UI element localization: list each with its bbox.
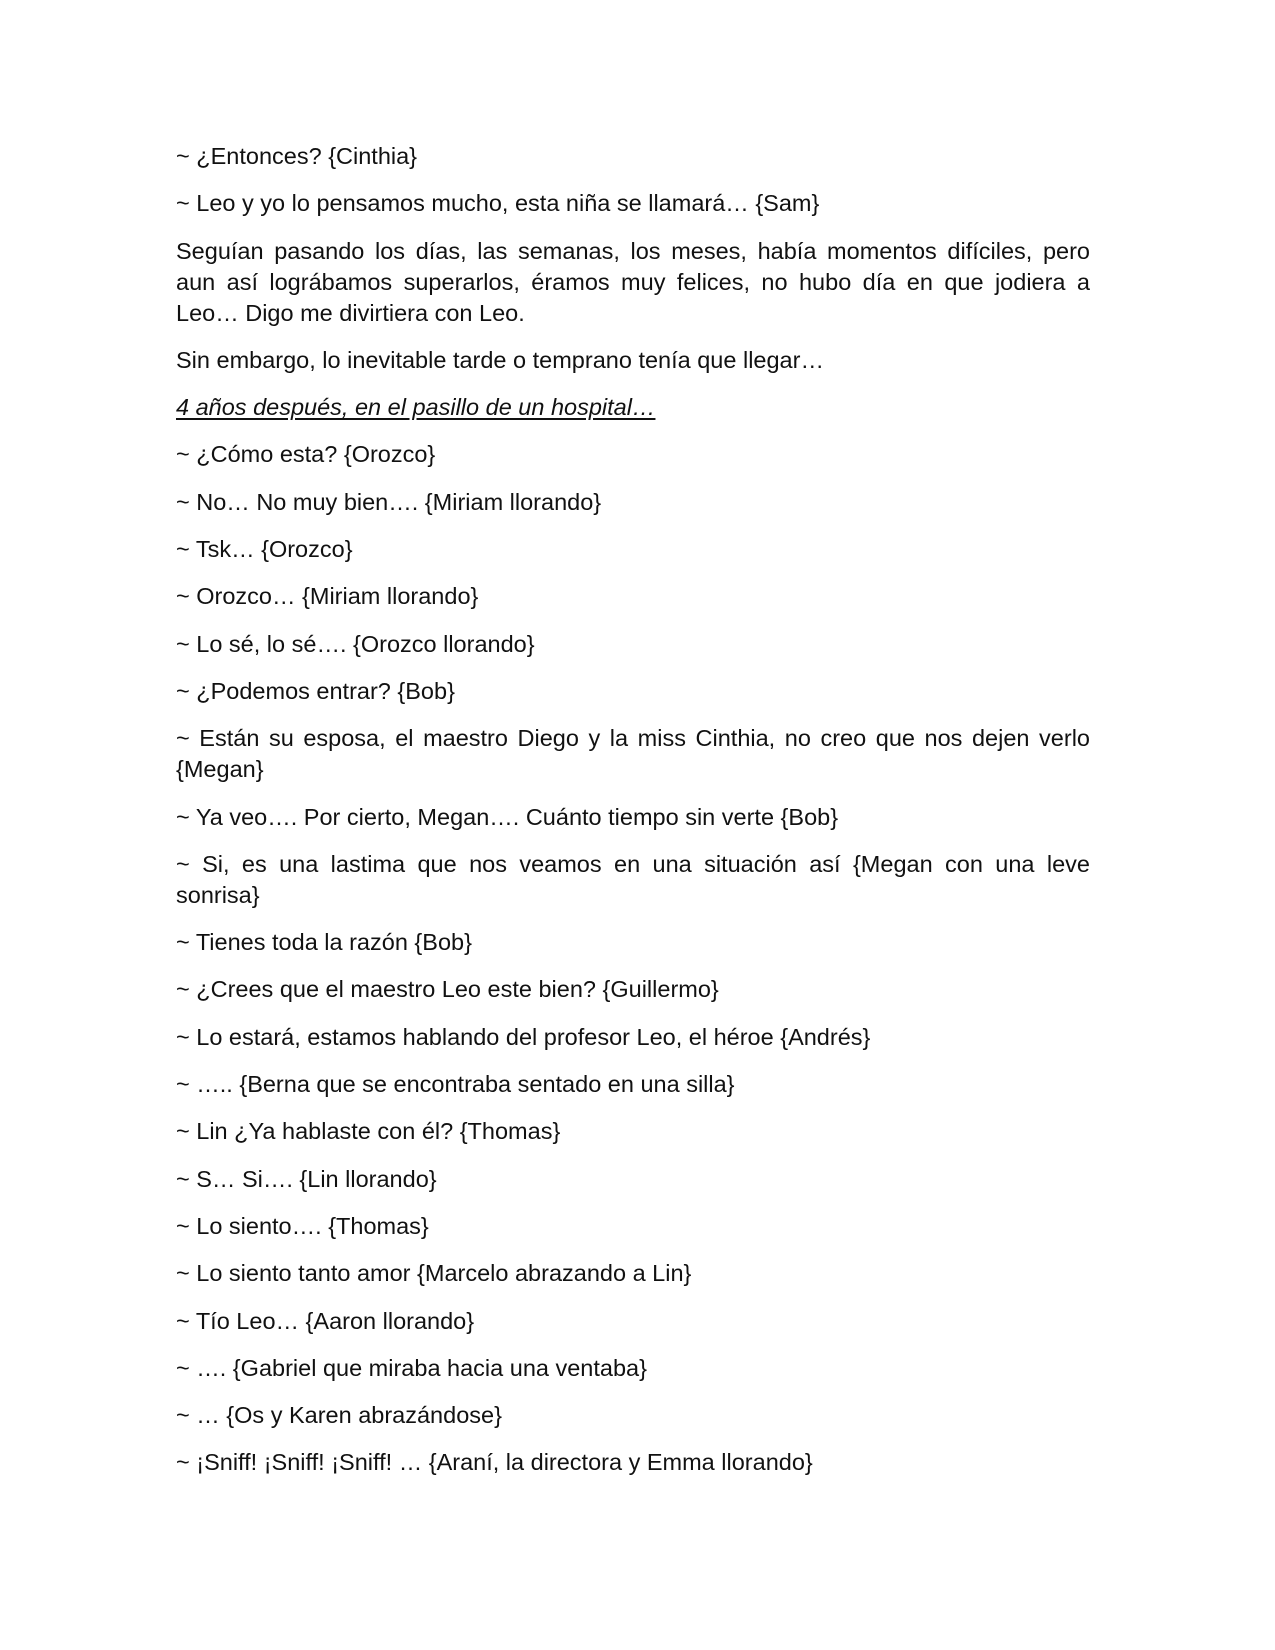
dialogue-line: ~ Si, es una lastima que nos veamos en una situación así {Megan con una leve sonrisa} — [176, 850, 1090, 908]
dialogue-line: ~ ¿Podemos entrar? {Bob} — [176, 677, 455, 704]
dialogue-line: ~ Lin ¿Ya hablaste con él? {Thomas} — [176, 1118, 561, 1145]
narration-paragraph: Seguían pasando los días, las semanas, los meses, había momentos difíciles, pero aun así lográbamos superarlos, éramos muy felices, no hubo día en que jodiera a Leo… Digo me divirtiera con Leo. — [176, 237, 1090, 326]
dialogue-line: ~ Lo sé, lo sé…. {Orozco llorando} — [176, 630, 535, 657]
dialogue-line: ~ Tsk… {Orozco} — [176, 536, 353, 563]
document-page — [176, 141, 1090, 1495]
dialogue-line: ~ Leo y yo lo pensamos mucho, esta niña se llamará… {Sam} — [176, 190, 820, 217]
dialogue-line: ~ ¿Crees que el maestro Leo este bien? {Guillermo} — [176, 976, 719, 1003]
dialogue-line: ~ ¿Cómo esta? {Orozco} — [176, 441, 436, 468]
dialogue-line: ~ Tío Leo… {Aaron llorando} — [176, 1307, 475, 1334]
dialogue-line: ~ No… No muy bien…. {Miriam llorando} — [176, 488, 602, 515]
dialogue-line: ~ ¿Entonces? {Cinthia} — [176, 143, 418, 169]
dialogue-line: ~ Orozco… {Miriam llorando} — [176, 583, 479, 610]
dialogue-line: ~ Lo siento…. {Thomas} — [176, 1212, 429, 1239]
dialogue-line: ~ Tienes toda la razón {Bob} — [176, 929, 472, 956]
dialogue-line: ~ Están su esposa, el maestro Diego y la miss Cinthia, no creo que nos dejen verlo {Megan} — [176, 725, 1090, 783]
scene-heading: 4 años después, en el pasillo de un hospital… — [176, 394, 656, 421]
dialogue-line: ~ Lo siento tanto amor {Marcelo abrazando a Lin} — [176, 1260, 692, 1287]
dialogue-line: ~ S… Si…. {Lin llorando} — [176, 1165, 437, 1192]
dialogue-line: ~ …. {Gabriel que miraba hacia una ventaba} — [176, 1354, 647, 1381]
dialogue-line: ~ … {Os y Karen abrazándose} — [176, 1402, 502, 1429]
narration-paragraph: Sin embargo, lo inevitable tarde o temprano tenía que llegar… — [176, 346, 824, 373]
dialogue-line: ~ Ya veo…. Por cierto, Megan…. Cuánto tiempo sin verte {Bob} — [176, 803, 839, 830]
dialogue-line: ~ Lo estará, estamos hablando del profesor Leo, el héroe {Andrés} — [176, 1023, 871, 1050]
dialogue-line: ~ ….. {Berna que se encontraba sentado en una silla} — [176, 1071, 735, 1098]
dialogue-line: ~ ¡Sniff! ¡Sniff! ¡Sniff! … {Araní, la directora y Emma llorando} — [176, 1449, 813, 1476]
